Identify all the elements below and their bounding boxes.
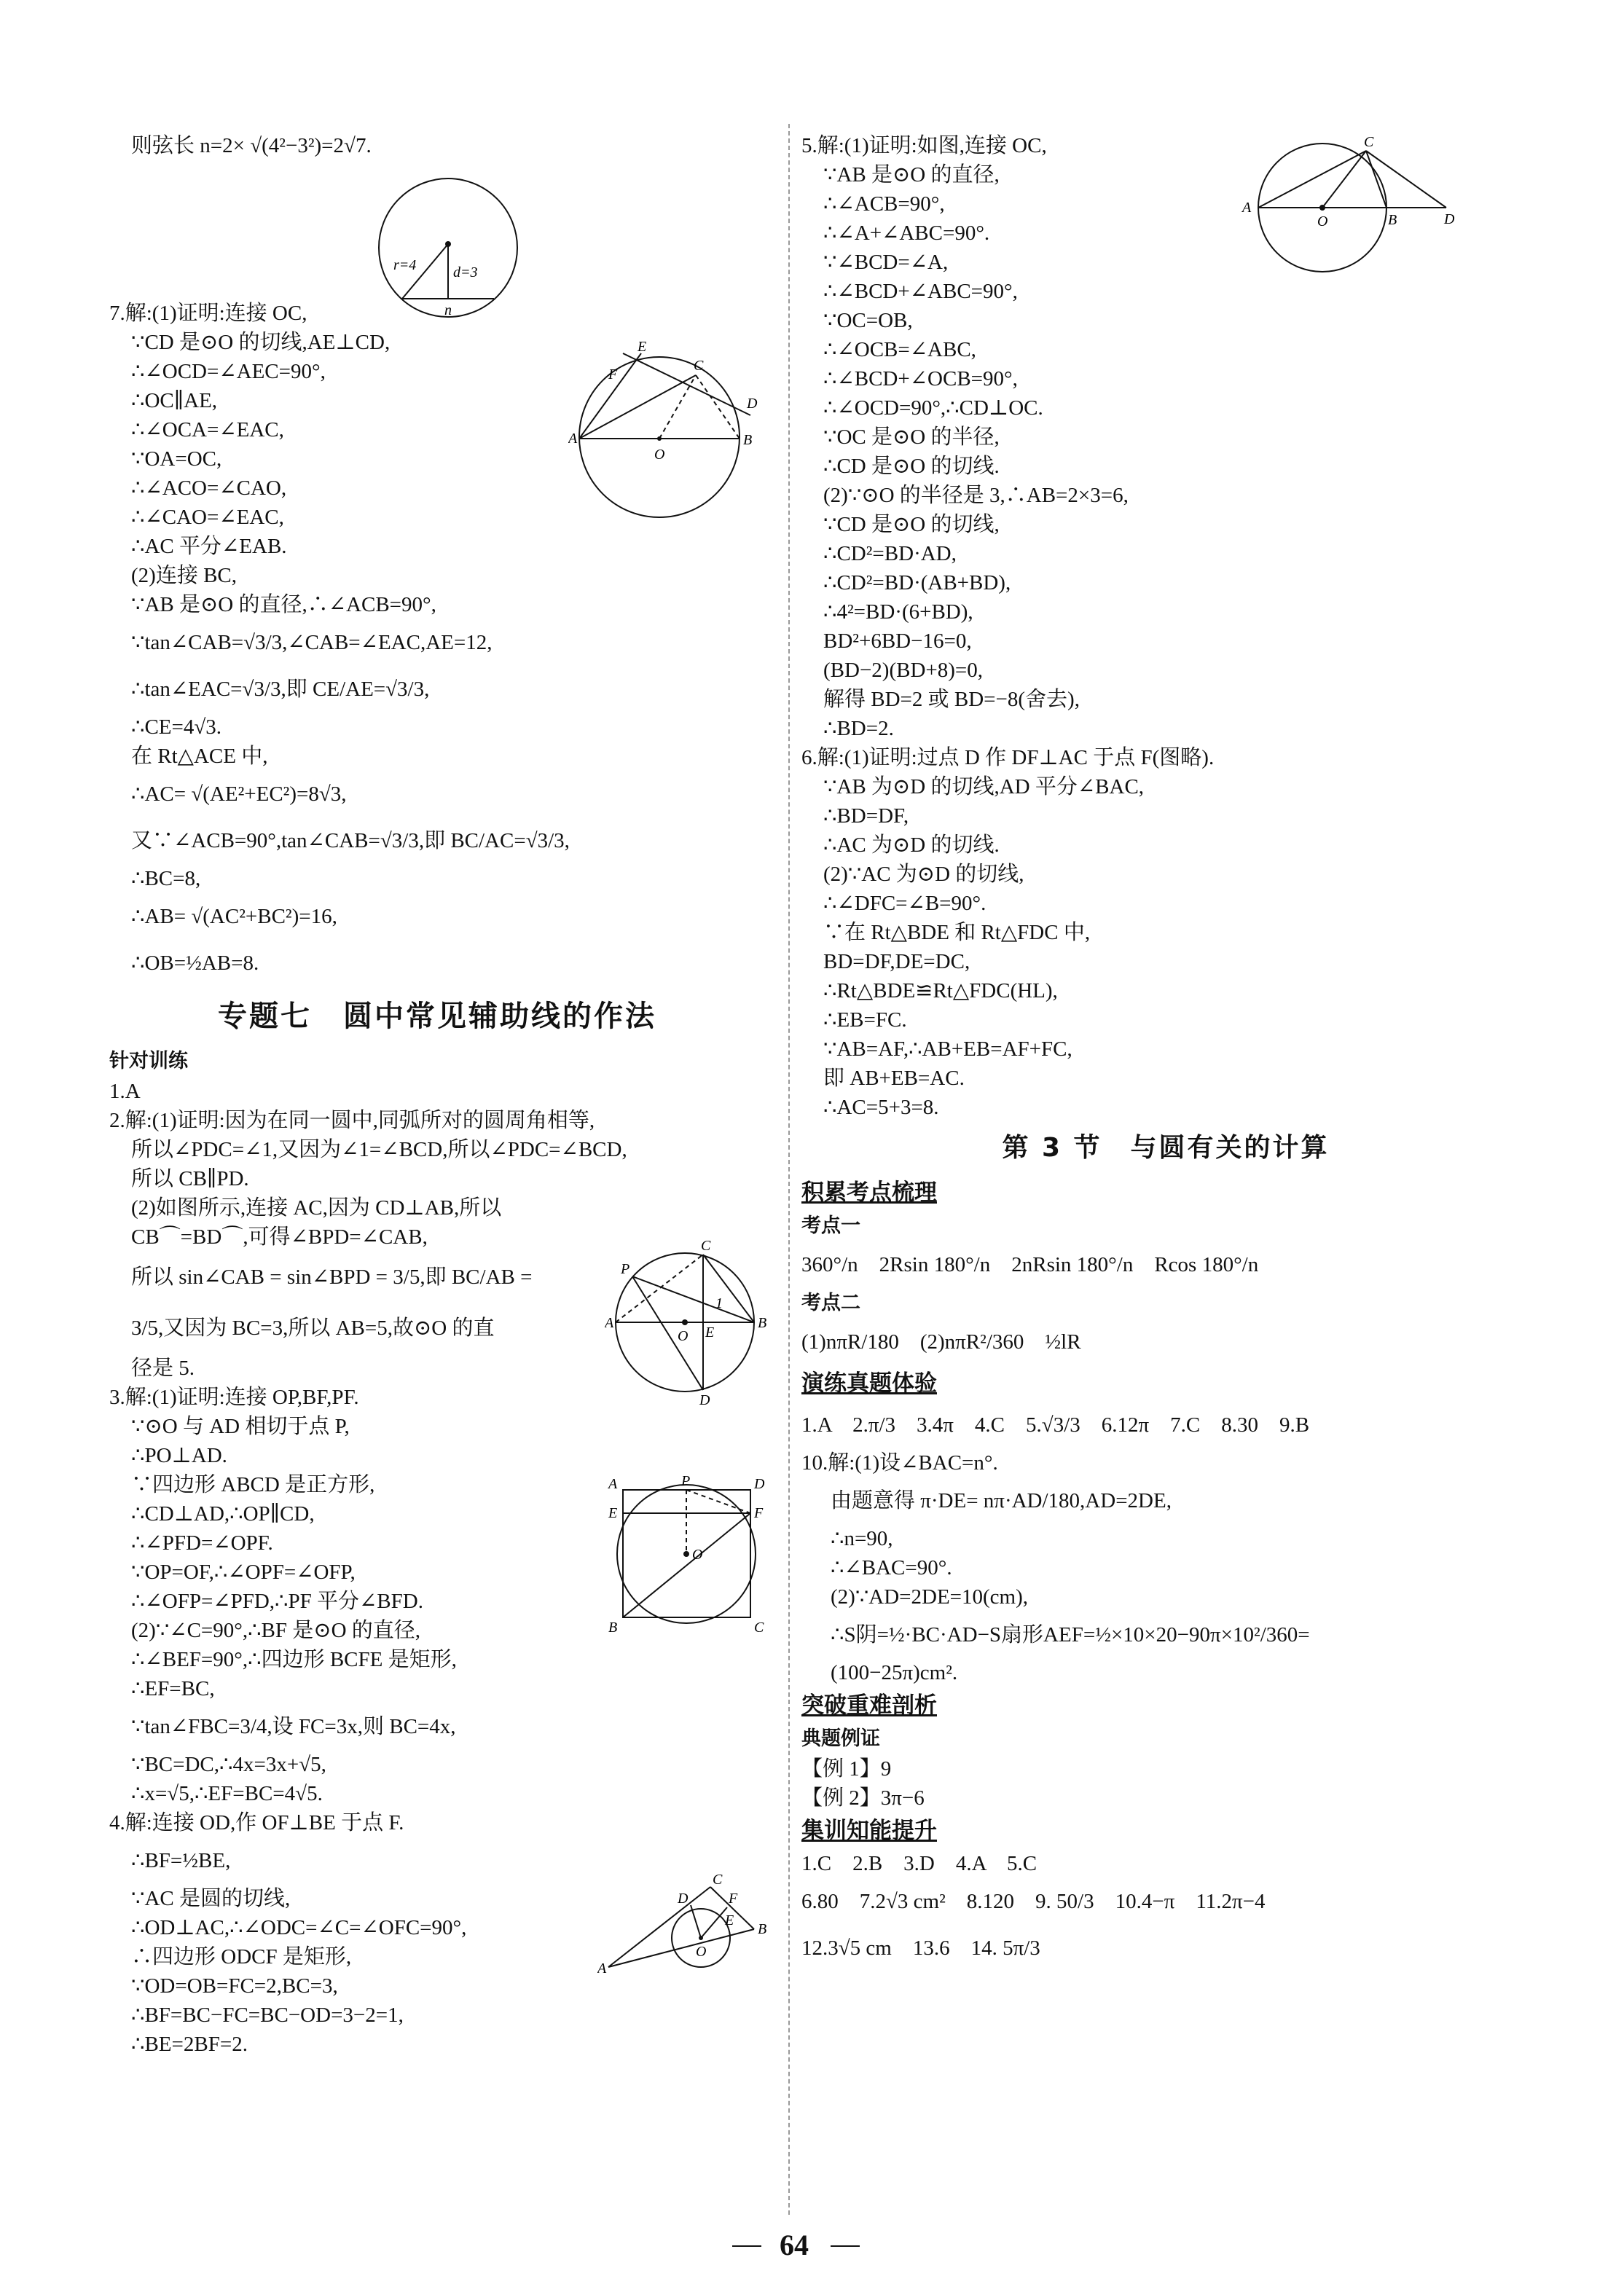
figure-chord-circle [372, 175, 532, 321]
subheading: 针对训练 [109, 1050, 188, 1072]
text-line: ∴∠OFP=∠PFD,∴PF 平分∠BFD. [131, 1590, 423, 1613]
text-line: ∴BD=DF, [823, 804, 909, 828]
figure-label: F [608, 366, 618, 382]
figure-label: D [699, 1392, 710, 1406]
text-line: ∴∠BAC=90°. [831, 1556, 952, 1579]
text-line: ∵AB 是⊙O 的直径,∴∠ACB=90°, [131, 593, 436, 616]
figure-label: O [654, 447, 665, 463]
figure-label: E [705, 1324, 715, 1341]
text-line: ∴OC∥AE, [131, 389, 218, 412]
figure-label: 1 [715, 1295, 723, 1311]
text-line: ∵CD 是⊙O 的切线, [823, 513, 1000, 536]
text-line: 解得 BD=2 或 BD=−8(舍去), [823, 688, 1080, 711]
text-line: 6.80 7.2√3 cm² 8.120 9. 50/3 10.4−π 11.2π−4 [801, 1890, 1266, 1913]
text-line: ∴S阴=½·BC·AD−S扇形AEF=½×10×20−90π×10²/360= [831, 1623, 1310, 1647]
text-line: ∵四边形 ABCD 是正方形, [131, 1473, 375, 1496]
text-line: (2)如图所示,连接 AC,因为 CD⊥AB,所以 [131, 1196, 502, 1220]
text-line: ∴BC=8, [131, 867, 201, 890]
text-line: 5.解:(1)证明:如图,连接 OC, [801, 134, 1047, 157]
figure-label: B [758, 1315, 767, 1331]
text-line: (2)∵⊙O 的半径是 3,∴AB=2×3=6, [823, 484, 1129, 507]
text-line: ∴PO⊥AD. [131, 1444, 227, 1467]
text-line: 1.C 2.B 3.D 4.A 5.C [801, 1852, 1037, 1875]
text-line: ∴EF=BC, [131, 1677, 215, 1700]
text-line: (100−25π)cm². [831, 1661, 958, 1684]
figure-label: O [1317, 213, 1328, 229]
text-line: 1.A 2.π/3 3.4π 4.C 5.√3/3 6.12π 7.C 8.30 9.B [801, 1413, 1310, 1437]
figure-label: E [638, 339, 647, 355]
text-line: ∵BC=DC,∴4x=3x+√5, [131, 1753, 326, 1776]
figure-label: E [608, 1505, 618, 1521]
text-line: ∴∠OCD=∠AEC=90°, [131, 360, 326, 383]
text-line: CB⌒=BD⌒,可得∠BPD=∠CAB, [131, 1225, 428, 1249]
text-line: ∴x=√5,∴EF=BC=4√5. [131, 1782, 323, 1805]
text-line: 6.解:(1)证明:过点 D 作 DF⊥AC 于点 F(图略). [801, 746, 1215, 769]
section-title: 专题七 圆中常见辅助线的作法 [218, 1000, 656, 1033]
figure-label: r=4 [393, 257, 417, 273]
text-line: ∵AC 是圆的切线, [131, 1887, 291, 1910]
figure-label: O [692, 1547, 703, 1563]
figure-tangent-circle [568, 313, 765, 532]
figure-tangent-secant [1239, 135, 1457, 280]
text-line: ∵CD 是⊙O 的切线,AE⊥CD, [131, 331, 391, 354]
figure-label: C [694, 358, 704, 374]
subheading-examples: 典题例证 [801, 1727, 880, 1750]
text-line: ∴∠PFD=∠OPF. [131, 1531, 273, 1555]
text-line: ∴AC 平分∠EAB. [131, 535, 287, 558]
figure-label: C [754, 1620, 764, 1636]
text-line: (2)∵∠C=90°,∴BF 是⊙O 的直径, [131, 1619, 421, 1642]
text-line: ∴4²=BD·(6+BD), [823, 600, 973, 624]
text-line: ∴∠CAO=∠EAC, [131, 506, 284, 529]
text-line: ∵⊙O 与 AD 相切于点 P, [131, 1415, 350, 1438]
text-line: ∴AC 为⊙D 的切线. [823, 833, 1000, 857]
text-line: 在 Rt△ACE 中, [131, 745, 268, 768]
text-line: ∴tan∠EAC=√3/3,即 CE/AE=√3/3, [131, 678, 430, 701]
text-line: 又∵∠ACB=90°,tan∠CAB=√3/3,即 BC/AC=√3/3, [131, 829, 570, 852]
figure-label: D [678, 1891, 689, 1907]
heading-practice: 演练真题体验 [801, 1370, 937, 1397]
text-line: 即 AB+EB=AC. [823, 1067, 965, 1090]
text-line: ∴CD²=BD·(AB+BD), [823, 571, 1011, 594]
text-line: ∴OB=½AB=8. [131, 951, 259, 975]
text-line: 3/5,又因为 BC=3,所以 AB=5,故⊙O 的直 [131, 1316, 495, 1340]
text-line: ∴∠OCD=90°,∴CD⊥OC. [823, 396, 1043, 420]
text-line: 1.A [109, 1080, 141, 1103]
text-line: ∴四边形 ODCF 是矩形, [131, 1945, 352, 1969]
text-line: 7.解:(1)证明:连接 OC, [109, 302, 307, 325]
figure-label: A [568, 431, 578, 447]
text-line: ∴∠OCB=∠ABC, [823, 338, 976, 361]
text-line: ∴∠DFC=∠B=90°. [823, 892, 986, 915]
page-number-dash-left [732, 2245, 761, 2247]
text-line: ∴BF=BC−FC=BC−OD=3−2=1, [131, 2003, 404, 2027]
text-line: (BD−2)(BD+8)=0, [823, 659, 984, 682]
kaodian-1-text: 360°/n 2Rsin 180°/n 2nRsin 180°/n Rcos 180°/n [801, 1253, 1259, 1276]
page-number-dash-right [831, 2245, 860, 2247]
kaodian-1-label: 考点一 [801, 1214, 860, 1237]
figure-label: D [754, 1476, 765, 1492]
figure-label: B [743, 432, 753, 448]
text-line: ∵tan∠CAB=√3/3,∠CAB=∠EAC,AE=12, [131, 631, 493, 654]
text-line: ∴∠BEF=90°,∴四边形 BCFE 是矩形, [131, 1648, 457, 1671]
text-line: ∴CD⊥AD,∴OP∥CD, [131, 1502, 315, 1526]
text-line: 10.解:(1)设∠BAC=n°. [801, 1451, 998, 1475]
text-line: ∵OC 是⊙O 的半径, [823, 425, 1000, 449]
text-line: ∴CE=4√3. [131, 715, 222, 739]
text-line: BD=DF,DE=DC, [823, 950, 970, 973]
text-line: 所以∠PDC=∠1,又因为∠1=∠BCD,所以∠PDC=∠BCD, [131, 1138, 627, 1161]
text-line: ∴∠BCD+∠ABC=90°, [823, 280, 1018, 303]
text-line: ∵OA=OC, [131, 447, 222, 471]
text-line: ∴∠BCD+∠OCB=90°, [823, 367, 1018, 390]
kaodian-2-label: 考点二 [801, 1292, 860, 1314]
text-line: ∵OD=OB=FC=2,BC=3, [131, 1974, 338, 1998]
text-line: ∵OC=OB, [823, 309, 913, 332]
heading-breakthrough: 突破重难剖析 [801, 1692, 937, 1719]
text-line: 所以 sin∠CAB = sin∠BPD = 3/5,即 BC/AB = [131, 1265, 533, 1289]
figure-label: O [696, 1944, 707, 1960]
text-line: ∴CD²=BD·AD, [823, 542, 957, 565]
figure-label: E [725, 1912, 734, 1928]
text-line: 12.3√5 cm 13.6 14. 5π/3 [801, 1936, 1040, 1960]
text-line: 则弦长 n=2× √(4²−3²)=2√7. [131, 134, 372, 157]
figure-inscribed-angles [605, 1239, 772, 1406]
text-line: ∴BF=½BE, [131, 1849, 231, 1872]
figure-label: A [608, 1476, 618, 1492]
text-line: (2)连接 BC, [131, 564, 238, 587]
text-line: ∴BD=2. [823, 717, 894, 740]
text-line: ∴∠ACB=90°, [823, 192, 945, 216]
figure-label: d=3 [453, 264, 478, 280]
text-line: BD²+6BD−16=0, [823, 629, 972, 653]
text-line: ∵AB 是⊙O 的直径, [823, 163, 1000, 187]
text-line: ∴OD⊥AC,∴∠ODC=∠C=∠OFC=90°, [131, 1916, 467, 1939]
section-title: 第 3 节 与圆有关的计算 [1002, 1133, 1330, 1163]
text-line: 4.解:连接 OD,作 OF⊥BE 于点 F. [109, 1811, 404, 1834]
figure-tangent-right-triangle [597, 1872, 772, 1982]
heading-accumulate: 积累考点梳理 [801, 1180, 937, 1206]
figure-label: n [444, 302, 452, 318]
figure-label: C [701, 1239, 711, 1254]
text-line: 由题意得 π·DE= nπ·AD/180,AD=2DE, [831, 1489, 1172, 1512]
text-line: (2)∵AC 为⊙D 的切线, [823, 863, 1024, 886]
text-line: ∴∠A+∠ABC=90°. [823, 221, 990, 245]
column-divider [788, 124, 790, 2215]
text-line: ∵OP=OF,∴∠OPF=∠OFP, [131, 1561, 356, 1584]
text-line: ∴n=90, [831, 1527, 893, 1550]
text-line: ∵在 Rt△BDE 和 Rt△FDC 中, [823, 921, 1091, 944]
text-line: 所以 CB∥PD. [131, 1167, 249, 1190]
text-line: ∵AB 为⊙D 的切线,AD 平分∠BAC, [823, 775, 1145, 798]
figure-label: A [605, 1315, 614, 1331]
text-line: ∴Rt△BDE≌Rt△FDC(HL), [823, 979, 1058, 1002]
example-2: 【例 2】3π−6 [801, 1786, 925, 1810]
figure-label: C [713, 1872, 723, 1888]
kaodian-2-text: (1)nπR/180 (2)nπR²/360 ½lR [801, 1330, 1081, 1354]
heading-training: 集训知能提升 [801, 1818, 937, 1844]
example-1: 【例 1】9 [801, 1757, 892, 1781]
text-line: (2)∵AD=2DE=10(cm), [831, 1585, 1029, 1609]
figure-label: P [621, 1261, 630, 1277]
text-line: 2.解:(1)证明:因为在同一圆中,同弧所对的圆周角相等, [109, 1109, 595, 1132]
figure-label: B [1388, 212, 1397, 228]
figure-label: B [758, 1921, 767, 1937]
text-line: ∵AB=AF,∴AB+EB=AF+FC, [823, 1037, 1072, 1061]
figure-label: D [1444, 211, 1455, 227]
figure-label: A [597, 1961, 607, 1977]
text-line: ∴AB= √(AC²+BC²)=16, [131, 905, 337, 928]
text-line: 3.解:(1)证明:连接 OP,BF,PF. [109, 1386, 359, 1409]
text-line: ∵tan∠FBC=3/4,设 FC=3x,则 BC=4x, [131, 1715, 456, 1738]
text-line: ∴AC=5+3=8. [823, 1096, 939, 1119]
text-line: ∵∠BCD=∠A, [823, 251, 949, 274]
text-line: ∴CD 是⊙O 的切线. [823, 455, 1000, 478]
figure-square-circle [605, 1475, 772, 1650]
figure-label: O [678, 1328, 689, 1344]
figure-label: D [747, 396, 758, 412]
figure-label: C [1364, 135, 1374, 150]
text-line: 径是 5. [131, 1357, 195, 1380]
figure-label: F [754, 1505, 764, 1521]
figure-label: F [729, 1891, 738, 1907]
text-line: ∴∠ACO=∠CAO, [131, 476, 287, 500]
figure-label: P [681, 1475, 691, 1489]
text-line: ∴BE=2BF=2. [131, 2033, 248, 2056]
figure-label: A [1242, 200, 1252, 216]
text-line: ∴∠OCA=∠EAC, [131, 418, 284, 441]
page-number: 64 [780, 2229, 809, 2261]
right-column [801, 131, 1530, 1971]
text-line: ∴EB=FC. [823, 1008, 907, 1032]
figure-label: B [608, 1620, 618, 1636]
text-line: ∴AC= √(AE²+EC²)=8√3, [131, 782, 347, 806]
